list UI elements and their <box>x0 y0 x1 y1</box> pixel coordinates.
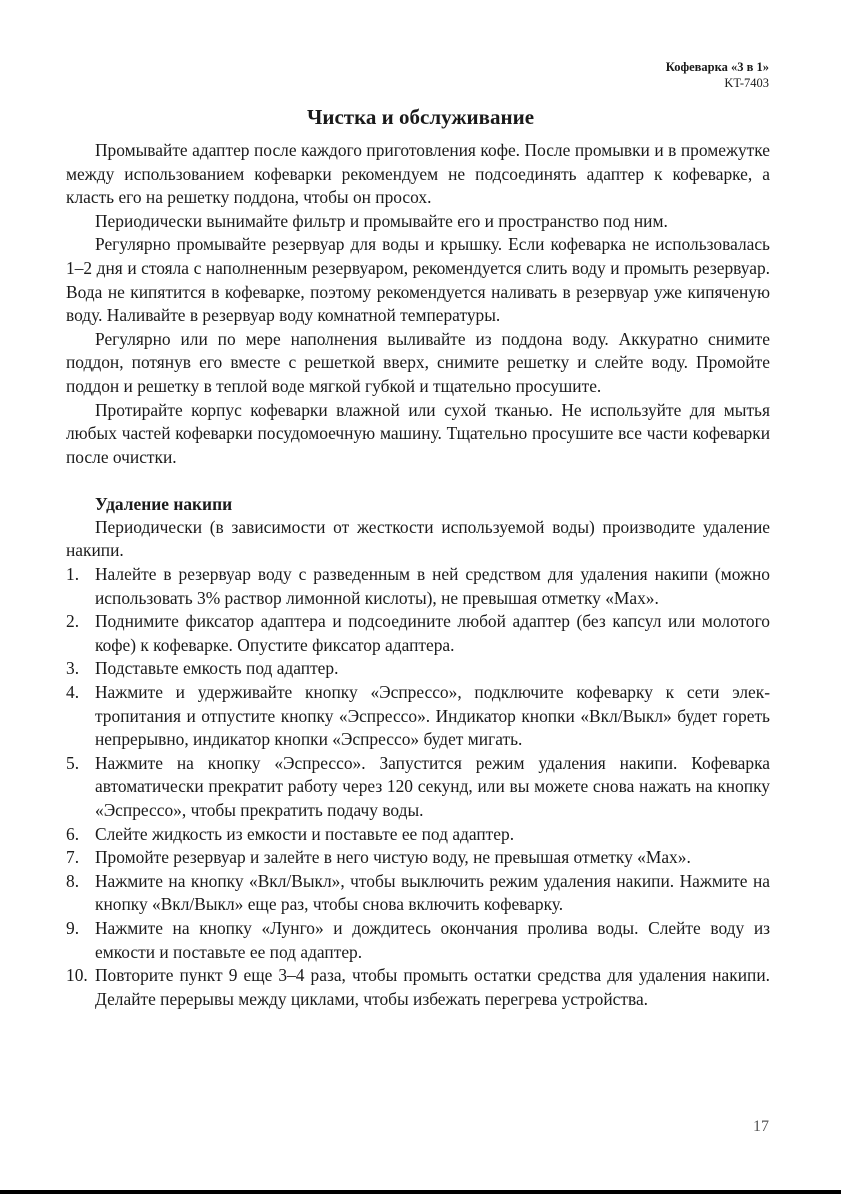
step-number: 10. <box>66 965 88 986</box>
step-text: Подставьте емкость под адаптер. <box>95 658 339 679</box>
step-number: 5. <box>66 752 80 773</box>
model-number: KT-7403 <box>724 76 769 90</box>
paragraph-filter: Периодически вынимайте фильтр и промывайте его и пространство под ним. <box>95 210 668 231</box>
step-text: Нажмите на кнопку «Эспрессо». Запустится режим удаления накипи. Кофеварка автоматически прекратит работу через 120 секунд, или вы можете снова нажать на кнопку «Эспрессо», чтобы прекратить подачу воды. <box>95 752 770 820</box>
step-text: Промойте резервуар и залейте в него чистую воду, не превышая отметку «Max». <box>95 847 691 868</box>
page-content <box>66 139 770 1011</box>
list-item <box>66 917 770 964</box>
list-item <box>66 657 770 681</box>
list-item <box>66 870 770 917</box>
section-title: Чистка и обслуживание <box>306 105 535 129</box>
product-name: Кофеварка «3 в 1» <box>665 60 769 74</box>
list-item <box>66 752 770 823</box>
list-item <box>66 964 770 1011</box>
step-text: Поднимите фиксатор адаптера и подсоедините любой адаптер (без капсул или молотого кофе) к кофеварке. Опустите фиксатор адаптера. <box>95 611 770 655</box>
running-header <box>666 59 769 91</box>
step-number: 3. <box>66 658 80 679</box>
step-number: 8. <box>66 870 80 891</box>
paragraph-drip-tray: Регулярно или по мере наполнения выливайте из поддона воду. Аккуратно снимите поддон, потянув его вместе с решеткой вверх, снимите решетку и слейте воду. Промойте поддон и решетку в теплой воде мягкой губкой и тщательно просушите. <box>66 328 770 396</box>
page-number: 17 <box>753 1118 769 1135</box>
step-number: 9. <box>66 917 80 938</box>
step-number: 4. <box>66 681 80 702</box>
step-text: Слейте жидкость из емкости и поставьте ее под адаптер. <box>95 823 515 844</box>
list-item <box>66 823 770 847</box>
paragraph-reservoir: Регулярно промывайте резервуар для воды и крышку. Если кофеварка не использовалась 1–2 дня и стояла с наполненным резервуаром, рекомендуется слить воду и промыть резервуар. Вода не кипятится в кофеварке, поэтому рекомендуется наливать в резервуар уже кипяченую воду. Наливайте в резервуар воду комнатной температуры. <box>66 234 770 326</box>
step-text: Нажмите и удерживайте кнопку «Эспрессо», подключите кофеварку к сети электропитания и отпустите кнопку «Эспрессо». Индикатор кнопки «Вкл/Выкл» будет гореть непрерывно, индикатор кнопки «Эспрессо» будет мигать. <box>95 681 770 750</box>
list-item <box>66 681 770 752</box>
step-number: 1. <box>66 564 80 584</box>
paragraph-housing: Протирайте корпус кофеварки влажной или сухой тканью. Не используйте для мытья любых частей кофеварки посудомоечную машину. Тщательно просушите все части кофеварки после очистки. <box>66 399 770 467</box>
step-number: 6. <box>66 823 80 844</box>
paragraph-adapter: Промывайте адаптер после каждого приготовления кофе. После промывки и в промежутке между использованием кофеварки рекомендуем не подсоединять адаптер к кофеварке, а класть его на решетку поддона, чтобы он просох. <box>66 140 770 208</box>
step-number: 2. <box>66 611 80 632</box>
descaling-heading: Удаление накипи <box>95 493 233 514</box>
bottom-rule <box>0 1190 841 1194</box>
step-text: Нажмите на кнопку «Вкл/Выкл», чтобы выключить режим удаления накипи. Нажмите на кнопку «Вкл/Выкл» еще раз, чтобы снова включить кофеварку. <box>95 870 770 915</box>
list-item <box>66 610 770 657</box>
list-item <box>66 846 770 870</box>
descaling-steps-list <box>66 563 770 1011</box>
step-text: Нажмите на кнопку «Лунго» и дождитесь окончания пролива воды. Слейте воду из емкости и поставьте ее под адаптер. <box>95 917 770 962</box>
step-text: Налейте в резервуар воду с разведенным в ней средством для удаления накипи (можно использовать 3% раствор лимонной кислоты), не превышая отметку «Max». <box>95 564 770 608</box>
step-number: 7. <box>66 847 80 868</box>
descaling-intro: Периодически (в зависимости от жесткости используемой воды) производите удаление накипи. <box>66 516 770 561</box>
step-text: Повторите пункт 9 еще 3–4 раза, чтобы промыть остатки средства для удаления накипи. Делайте перерывы между циклами, чтобы избежать перегрева устройства. <box>95 965 770 1009</box>
list-item <box>66 563 770 610</box>
